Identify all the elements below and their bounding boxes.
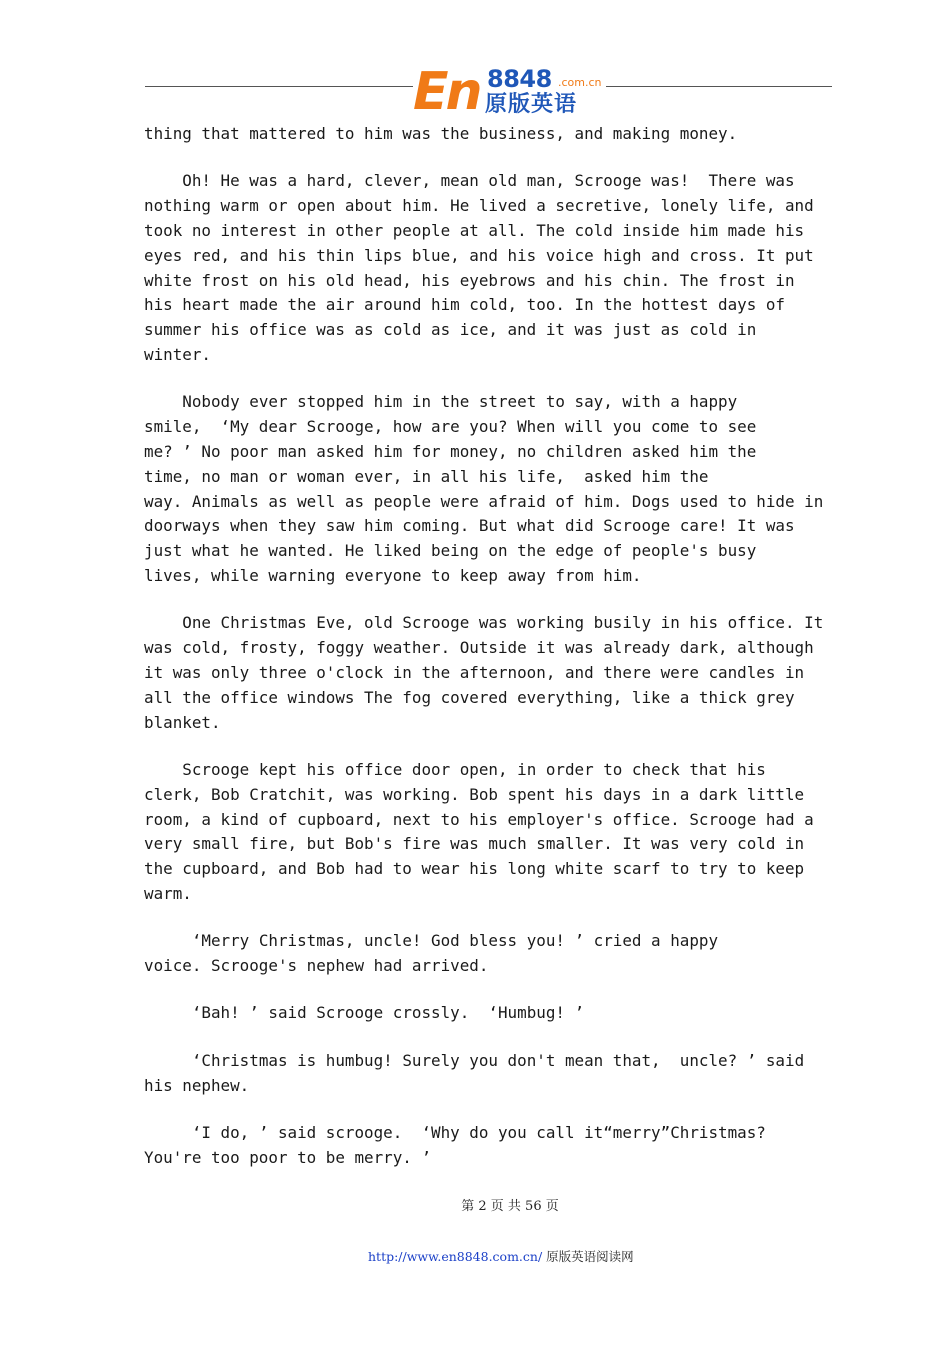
paragraph: ‘Bah! ’ said Scrooge crossly. ‘Humbug! ’ bbox=[144, 1003, 585, 1023]
header-rule-left bbox=[145, 86, 413, 87]
footer-source bbox=[368, 1248, 634, 1266]
paragraph: ‘I do, ’ said scrooge. ‘Why do you call it“merry”Christmas? You're too poor to be merry. ’ bbox=[144, 1123, 766, 1167]
paragraph: ‘Merry Christmas, uncle! God bless you! ’ cried a happy voice. Scrooge's nephew had arrived. bbox=[144, 931, 719, 976]
paragraph: ‘Christmas is humbug! Surely you don't mean that, uncle? ’ said his nephew. bbox=[144, 1050, 805, 1095]
site-name: 原版英语阅读网 bbox=[542, 1249, 634, 1264]
paragraph: thing that mattered to him was the business, and making money. bbox=[144, 124, 738, 143]
page-indicator: 第 2 页 共 56 页 bbox=[461, 1199, 559, 1214]
paragraph: One Christmas Eve, old Scrooge was working busily in his office. It was cold, frosty, foggy weather. Outside it was already dark, although it was only three o'clock in the afternoon, and there were candles in all the office windows The fog covered everything, like a thick grey blanket. bbox=[144, 613, 824, 732]
logo-number-text: 8848 bbox=[487, 65, 552, 93]
logo-chinese-text: 原版英语 bbox=[485, 92, 578, 117]
header-rule-right bbox=[606, 86, 832, 87]
page-header bbox=[0, 0, 950, 130]
paragraph: Oh! He was a hard, clever, mean old man, Scrooge was! There was nothing warm or open about him. He lived a secretive, lonely life, and took no interest in other people at all. The cold inside him made his eyes red, and his thin lips blue, and his voice high and cross. It put white frost on his old head, his eyebrows and his chin. The frost in his heart made the air around him cold, too. In the hottest days of summer his office was as cold as ice, and it was just as cold in winter. bbox=[144, 171, 814, 364]
paragraph: Nobody ever stopped him in the street to say, with a happy smile, ‘My dear Scrooge, how are you? When will you come to see me? ’ No poor man asked him for money, no children asked him the time, no man or woman ever, in all his life, asked him the way. Animals as well as people were afraid of him. Dogs used to hide in doorways when they saw him coming. But what did Scrooge care! It was just what he wanted. He liked being on the edge of people's busy lives, while warning everyone to keep away from him. bbox=[144, 392, 824, 585]
logo-en-text: En bbox=[413, 62, 480, 122]
story-text bbox=[144, 122, 834, 1193]
site-url-link[interactable]: http://www.en8848.com.cn/ bbox=[368, 1249, 543, 1264]
paragraph: Scrooge kept his office door open, in order to check that his clerk, Bob Cratchit, was working. Bob spent his days in a dark little room, a kind of cupboard, next to his employer's office. Scrooge had a very small fire, but Bob's fire was much smaller. It was very cold in the cupboard, and Bob had to wear his long white scarf to try to keep warm. bbox=[144, 759, 814, 903]
en8848-logo bbox=[413, 62, 606, 122]
logo-domain-text: .com.cn bbox=[558, 76, 602, 89]
